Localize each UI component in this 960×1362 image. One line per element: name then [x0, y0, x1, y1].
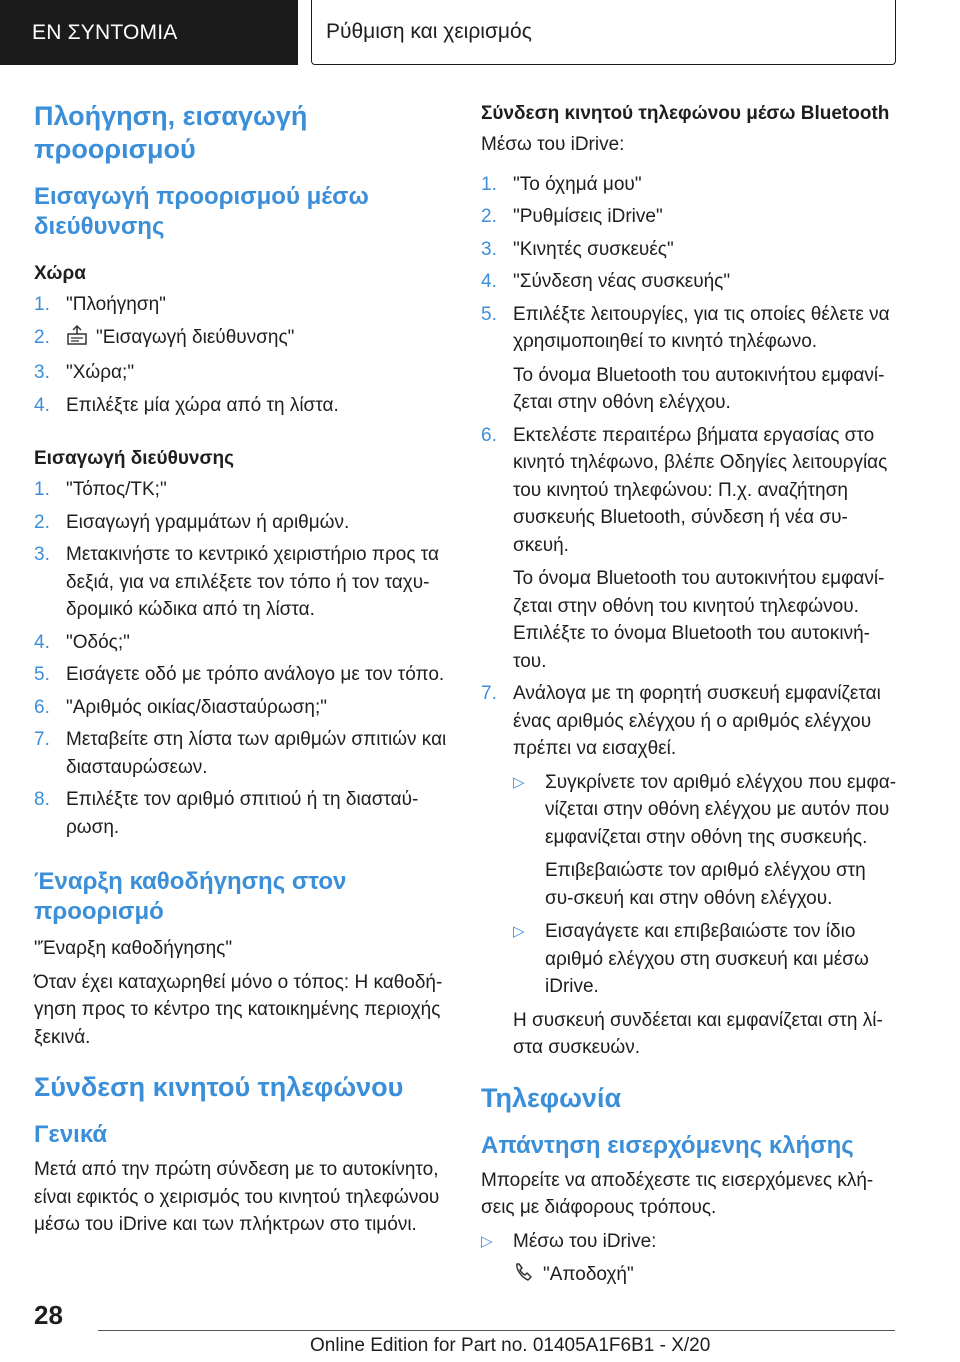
list-item: 4. Επιλέξτε μία χώρα από τη λίστα. — [34, 394, 339, 416]
address-steps — [34, 476, 452, 841]
left-column — [34, 100, 452, 1245]
heading-country: Χώρα — [34, 263, 86, 284]
bluetooth-steps — [481, 171, 899, 1062]
country-steps — [34, 291, 452, 419]
footer-divider — [98, 1330, 895, 1331]
list-item: 6. "Αριθμός οικίας/διασταύρωση;" — [34, 696, 327, 718]
phone-handset-icon — [513, 1261, 535, 1292]
list-item: 1. "Πλοήγηση" — [34, 294, 166, 315]
list-item: ▷ Συγκρίνετε τον αριθμό ελέγχου που εμφα-νίζεται στην οθόνη ελέγχου με αυτόν που εμφανίζεται στην οθόνη της συσκευής. Επιβεβαιώστε τον αριθμό ελέγχου στη συ-σκευή και στην οθόνη ελέγχου. — [513, 769, 899, 913]
list-item: 2. Εισαγωγή γραμμάτων ή αριθμών. — [34, 511, 350, 533]
bluetooth-intro: Μέσω του iDrive: — [481, 134, 625, 155]
list-item: 5. Εισάγετε οδό με τρόπο ανάλογο με τον τόπο. — [34, 664, 445, 685]
bluetooth-result: Η συσκευή συνδέεται και εμφανίζεται στη λί-στα συσκευών. — [513, 1009, 883, 1058]
list-item: 2. "Ρυθμίσεις iDrive" — [481, 206, 663, 227]
chapter-tab: Ρύθμιση και χειρισμός — [311, 0, 896, 65]
heading-phone-connection: Σύνδεση κινητού τηλεφώνου — [34, 1072, 404, 1102]
heading-answer-call: Απάντηση εισερχόμενης κλήσης — [481, 1131, 854, 1159]
list-item: 4. "Σύνδεση νέας συσκευής" — [481, 271, 731, 292]
list-item: 3. "Χώρα;" — [34, 362, 135, 383]
heading-bluetooth: Σύνδεση κινητού τηλεφώνου μέσω Bluetooth — [481, 103, 890, 124]
check-number-options — [513, 769, 899, 1001]
list-item: ▷ Μέσω του iDrive: "Αποδοχή" — [481, 1228, 899, 1292]
list-item: 8. Επιλέξτε τον αριθμό σπιτιού ή τη διασταύ-ρωση. — [34, 789, 419, 838]
heading-navigation: Πλοήγηση, εισαγωγή προορισμού — [34, 101, 308, 164]
list-item: 7. Ανάλογα με τη φορητή συσκευή εμφανίζεται ένας αριθμός ελέγχου ή ο αριθμός ελέγχου πρέπει να εισαχθεί. ▷ Συγκρίνετε τον αριθμό ελέγχου που εμφα-νίζεται στην οθόνη ελέγχου με αυτόν που εμφανίζεται στην οθόνη της συσκευής. Επιβεβαιώστε τον αριθμό ελέγχου στη συ-σκευή και στην οθόνη ελέγχου. ▷ Εισαγάγετε και επιβεβαιώστε τον ίδιο αριθμό ελέγχου στη συσκευή και μέσω iDrive. Η συσκευή συνδέεται και εμφανίζεται στη λί-στα συσκευών. — [481, 680, 899, 1062]
list-item: 5. Επιλέξτε λειτουργίες, για τις οποίες θέλετε να χρησιμοποιηθεί το κινητό τηλέφωνο. Το όνομα Bluetooth του αυτοκινήτου εμφανί-ζεται στην οθόνη ελέγχου. — [481, 303, 890, 413]
answer-text: Μπορείτε να αποδέχεστε τις εισερχόμενες κλή-σεις με διάφορους τρόπους. — [481, 1169, 874, 1218]
list-item: 1. "Τόπος/ΤΚ;" — [34, 479, 167, 500]
right-column — [481, 100, 899, 1298]
address-entry-icon — [66, 324, 88, 355]
answer-options — [481, 1228, 899, 1292]
guidance-note: Όταν έχει καταχωρηθεί μόνο ο τόπος: Η καθοδή-γηση προς το κέντρο της κατοικημένης περιοχής ξεκινά. — [34, 971, 443, 1048]
list-item: 1. "Το όχημά μου" — [481, 173, 642, 195]
triangle-right-icon: ▷ — [513, 923, 525, 940]
list-item: 3. Μετακινήστε το κεντρικό χειριστήριο προς τα δεξιά, για να επιλέξετε τον τόπο ή τον ταχυ-δρομικό κώδικα από τη λίστα. — [34, 544, 439, 620]
heading-telephony: Τηλεφωνία — [481, 1082, 622, 1113]
heading-start-guidance: Έναρξη καθοδήγησης στον προορισμό — [34, 868, 347, 925]
list-item: 7. Μεταβείτε στη λίστα των αριθμών σπιτιών και διασταυρώσεων. — [34, 729, 447, 778]
heading-address-entry: Εισαγωγή προορισμού μέσω διεύθυνσης — [34, 183, 369, 240]
list-item: ▷ Εισαγάγετε και επιβεβαιώστε τον ίδιο αριθμό ελέγχου στη συσκευή και μέσω iDrive. — [513, 918, 899, 1001]
triangle-right-icon: ▷ — [513, 773, 525, 791]
section-tab: ΕΝ ΣΥΝΤΟΜΙΑ — [0, 0, 298, 65]
page-number: 28 — [34, 1300, 63, 1330]
list-item: 6. Εκτελέστε περαιτέρω βήματα εργασίας στο κινητό τηλέφωνο, βλέπε Οδηγίες λειτουργίας του κινητού τηλεφώνου: Π.χ. αναζήτηση συσκευής Bluetooth, σύνδεση ή νέα συ-σκευή. Το όνομα Bluetooth του αυτοκινήτου εμφανί-ζεται στην οθόνη του κινητού τηλεφώνου. Επιλέξτε το όνομα Bluetooth του αυτοκινή-του. — [481, 424, 888, 672]
list-item: 3. "Κινητές συσκευές" — [481, 238, 674, 260]
triangle-right-icon: ▷ — [481, 1232, 493, 1250]
heading-address-input: Εισαγωγή διεύθυνσης — [34, 448, 234, 469]
heading-general: Γενικά — [34, 1121, 108, 1148]
list-item: 4. "Οδός;" — [34, 631, 130, 653]
list-item: 2. "Εισαγωγή διεύθυνσης" — [34, 324, 452, 355]
footer-edition: Online Edition for Part no. 01405A1F6B1 - X/20 — [310, 1335, 711, 1356]
guidance-menu-item: "Έναρξη καθοδήγησης" — [34, 938, 233, 959]
general-text: Μετά από την πρώτη σύνδεση με το αυτοκίνητο, είναι εφικτός ο χειρισμός του κινητού τηλεφώνου μέσω του iDrive και των πλήκτρων στο τιμόνι. — [34, 1159, 440, 1235]
